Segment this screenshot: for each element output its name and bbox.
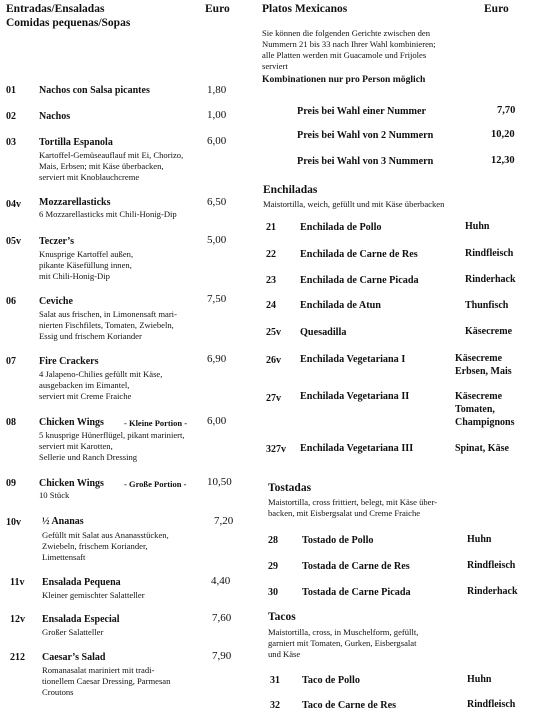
item-desc-line: Zwiebeln, frischem Koriander, xyxy=(42,541,148,551)
item-number: 12v xyxy=(10,614,25,625)
intro-line: serviert xyxy=(262,61,288,71)
item-number: 25v xyxy=(266,327,281,338)
section-desc-line: backen, mit Eisbergsalat und Creme Fraiche xyxy=(268,508,421,518)
item-filling: Rinderhack xyxy=(467,586,518,597)
item-price: 6,00 xyxy=(207,135,227,147)
left-header-title: Entradas/Ensaladas xyxy=(6,3,105,15)
item-desc-line: 4 Jalapeno-Chilies gefüllt mit Käse, xyxy=(39,369,163,379)
combo-label: Preis bei Wahl von 2 Nummern xyxy=(297,130,434,141)
item-name: Teczer’s xyxy=(39,236,74,247)
item-desc-line: Croutons xyxy=(42,687,74,697)
item-name: Fire Crackers xyxy=(39,356,99,367)
item-name: Nachos xyxy=(39,111,71,122)
combo-price: 7,70 xyxy=(497,105,516,116)
item-desc-line: serviert mit Knoblauchcreme xyxy=(39,172,140,182)
item-filling: Huhn xyxy=(467,534,492,545)
item-name: Mozzarellasticks xyxy=(39,197,111,208)
section-title-tacos: Tacos xyxy=(268,611,296,623)
item-desc-line: Knusprige Kartoffel außen, xyxy=(39,249,134,259)
section-desc-line: garniert mit Tomaten, Gurken, Eisbergsalat xyxy=(268,638,417,648)
intro-line: alle Platten werden mit Guacamole und Frijoles xyxy=(262,50,427,60)
item-desc-line: 6 Mozzarellasticks mit Chili-Honig-Dip xyxy=(39,209,177,219)
item-price: 6,90 xyxy=(207,353,227,365)
combo-note: Kombinationen nur pro Person möglich xyxy=(262,74,426,85)
section-desc-line: Maistortilla, cross frittiert, belegt, mit Käse über- xyxy=(268,497,438,507)
item-name: Ensalada Especial xyxy=(42,614,120,625)
item-number: 10v xyxy=(6,517,21,528)
intro-line: Nummern 21 bis 33 nach Ihrer Wahl kombinieren; xyxy=(262,39,436,49)
item-number: 21 xyxy=(266,222,276,233)
item-number: 09 xyxy=(6,478,16,489)
item-number: 327v xyxy=(266,444,286,455)
item-number: 32 xyxy=(270,700,280,711)
item-number: 23 xyxy=(266,275,276,286)
item-desc-line: pikante Käsefüllung innen, xyxy=(39,260,132,270)
combo-label: Preis bei Wahl von 3 Nummern xyxy=(297,156,434,167)
item-price: 1,80 xyxy=(207,84,227,96)
item-filling: Rinderhack xyxy=(465,274,516,285)
item-desc-line: Sellerie und Ranch Dressing xyxy=(39,452,138,462)
item-desc-line: Großer Salatteller xyxy=(42,627,104,637)
item-desc-line: Mais, Erbsen; mit Käse überbacken, xyxy=(39,161,164,171)
item-filling: Thunfisch xyxy=(465,300,509,311)
item-desc-line: tionellem Caesar Dressing, Parmesan xyxy=(42,676,171,686)
item-filling: Champignons xyxy=(455,417,515,428)
item-name: Tostada de Carne Picada xyxy=(302,587,411,598)
item-number: 30 xyxy=(268,587,278,598)
item-name: Enchilada Vegetariana I xyxy=(300,354,406,365)
item-name: Quesadilla xyxy=(300,327,347,338)
item-desc-line: 10 Stück xyxy=(39,490,70,500)
item-desc-line: Limettensaft xyxy=(42,552,86,562)
item-number: 05v xyxy=(6,236,21,247)
item-name: Taco de Carne de Res xyxy=(302,700,397,711)
item-name: ½ Ananas xyxy=(42,516,84,527)
item-price: 4,40 xyxy=(211,575,231,587)
item-number: 27v xyxy=(266,393,281,404)
section-title-tostadas: Tostadas xyxy=(268,482,312,494)
item-filling: Käsecreme xyxy=(465,326,513,337)
item-name: Enchilada Vegetariana III xyxy=(300,443,414,454)
item-price: 7,90 xyxy=(212,650,232,662)
item-number: 04v xyxy=(6,199,21,210)
combo-price: 12,30 xyxy=(491,155,515,166)
item-desc-line: serviert mit Creme Fraiche xyxy=(39,391,132,401)
item-filling: Huhn xyxy=(465,221,490,232)
item-price: 6,00 xyxy=(207,415,227,427)
item-name: Enchilada de Carne de Res xyxy=(300,249,418,260)
item-number: 31 xyxy=(270,675,280,686)
section-desc: Maistortilla, weich, gefüllt und mit Käse überbacken xyxy=(263,199,445,209)
item-price: 5,00 xyxy=(207,234,227,246)
item-filling: Käsecreme xyxy=(455,353,503,364)
item-name: Enchilada de Atun xyxy=(300,300,381,311)
item-price: 7,20 xyxy=(214,515,234,527)
item-desc-line: 5 knusprige Hünerflügel, pikant mariniert, xyxy=(39,430,185,440)
item-number: 08 xyxy=(6,417,16,428)
section-desc-line: Maistortilla, cross, in Muschelform, gefüllt, xyxy=(268,627,419,637)
item-desc-line: Gefüllt mit Salat aus Ananasstücken, xyxy=(42,530,169,540)
item-filling: Rindfleisch xyxy=(465,248,514,259)
item-name: Chicken Wings xyxy=(39,417,104,428)
item-portion: - Große Portion - xyxy=(124,479,187,489)
item-number: 26v xyxy=(266,355,281,366)
item-desc-line: Kleiner gemischter Salatteller xyxy=(42,590,145,600)
item-desc-line: Essig und frischem Koriander xyxy=(39,331,142,341)
item-name: Ceviche xyxy=(39,296,73,307)
combo-price: 10,20 xyxy=(491,129,515,140)
item-desc-line: serviert mit Karotten, xyxy=(39,441,113,451)
item-desc-line: Salat aus frischen, in Limonensaft mari- xyxy=(39,309,177,319)
item-price: 7,50 xyxy=(207,293,227,305)
item-filling: Huhn xyxy=(467,674,492,685)
item-price: 1,00 xyxy=(207,109,227,121)
item-number: 02 xyxy=(6,111,16,122)
item-filling: Käsecreme xyxy=(455,391,503,402)
item-number: 29 xyxy=(268,561,278,572)
item-name: Caesar’s Salad xyxy=(42,652,106,663)
item-name: Tostado de Pollo xyxy=(302,535,374,546)
intro-line: Sie können die folgenden Gerichte zwischen den xyxy=(262,28,430,38)
item-desc-line: Kartoffel-Gemüseauflauf mit Ei, Chorizo, xyxy=(39,150,184,160)
item-filling: Spinat, Käse xyxy=(455,443,509,454)
item-desc-line: nierten Fischfilets, Tomaten, Zwiebeln, xyxy=(39,320,174,330)
right-currency: Euro xyxy=(484,3,509,15)
item-name: Chicken Wings xyxy=(39,478,104,489)
right-header-title: Platos Mexicanos xyxy=(262,3,348,15)
item-name: Ensalada Pequena xyxy=(42,577,121,588)
item-filling: Erbsen, Mais xyxy=(455,366,512,377)
item-portion: - Kleine Portion - xyxy=(124,418,188,428)
left-header-subtitle: Comidas pequenas/Sopas xyxy=(6,17,131,29)
item-filling: Rindfleisch xyxy=(467,699,516,710)
item-number: 22 xyxy=(266,249,276,260)
item-price: 7,60 xyxy=(212,612,232,624)
item-filling: Rindfleisch xyxy=(467,560,516,571)
item-number: 11v xyxy=(10,577,25,588)
item-number: 01 xyxy=(6,85,16,96)
left-currency: Euro xyxy=(205,3,230,15)
item-desc-line: mit Chili-Honig-Dip xyxy=(39,271,110,281)
section-title-enchiladas: Enchiladas xyxy=(263,184,318,196)
item-number: 212 xyxy=(10,652,25,663)
item-name: Tostada de Carne de Res xyxy=(302,561,410,572)
item-name: Enchilada Vegetariana II xyxy=(300,391,410,402)
item-name: Nachos con Salsa picantes xyxy=(39,85,150,96)
section-desc-line: und Käse xyxy=(268,649,301,659)
item-name: Tortilla Espanola xyxy=(39,137,113,148)
combo-label: Preis bei Wahl einer Nummer xyxy=(297,106,427,117)
item-desc-line: Romanasalat mariniert mit tradi- xyxy=(42,665,155,675)
item-filling: Tomaten, xyxy=(455,404,495,415)
item-number: 06 xyxy=(6,296,16,307)
item-number: 24 xyxy=(266,300,276,311)
item-price: 10,50 xyxy=(207,476,232,488)
item-price: 6,50 xyxy=(207,196,227,208)
item-name: Taco de Pollo xyxy=(302,675,360,686)
item-desc-line: ausgebacken im Eimantel, xyxy=(39,380,130,390)
item-number: 03 xyxy=(6,137,16,148)
item-number: 07 xyxy=(6,356,16,367)
item-number: 28 xyxy=(268,535,278,546)
item-name: Enchilada de Carne Picada xyxy=(300,275,419,286)
item-name: Enchilada de Pollo xyxy=(300,222,382,233)
